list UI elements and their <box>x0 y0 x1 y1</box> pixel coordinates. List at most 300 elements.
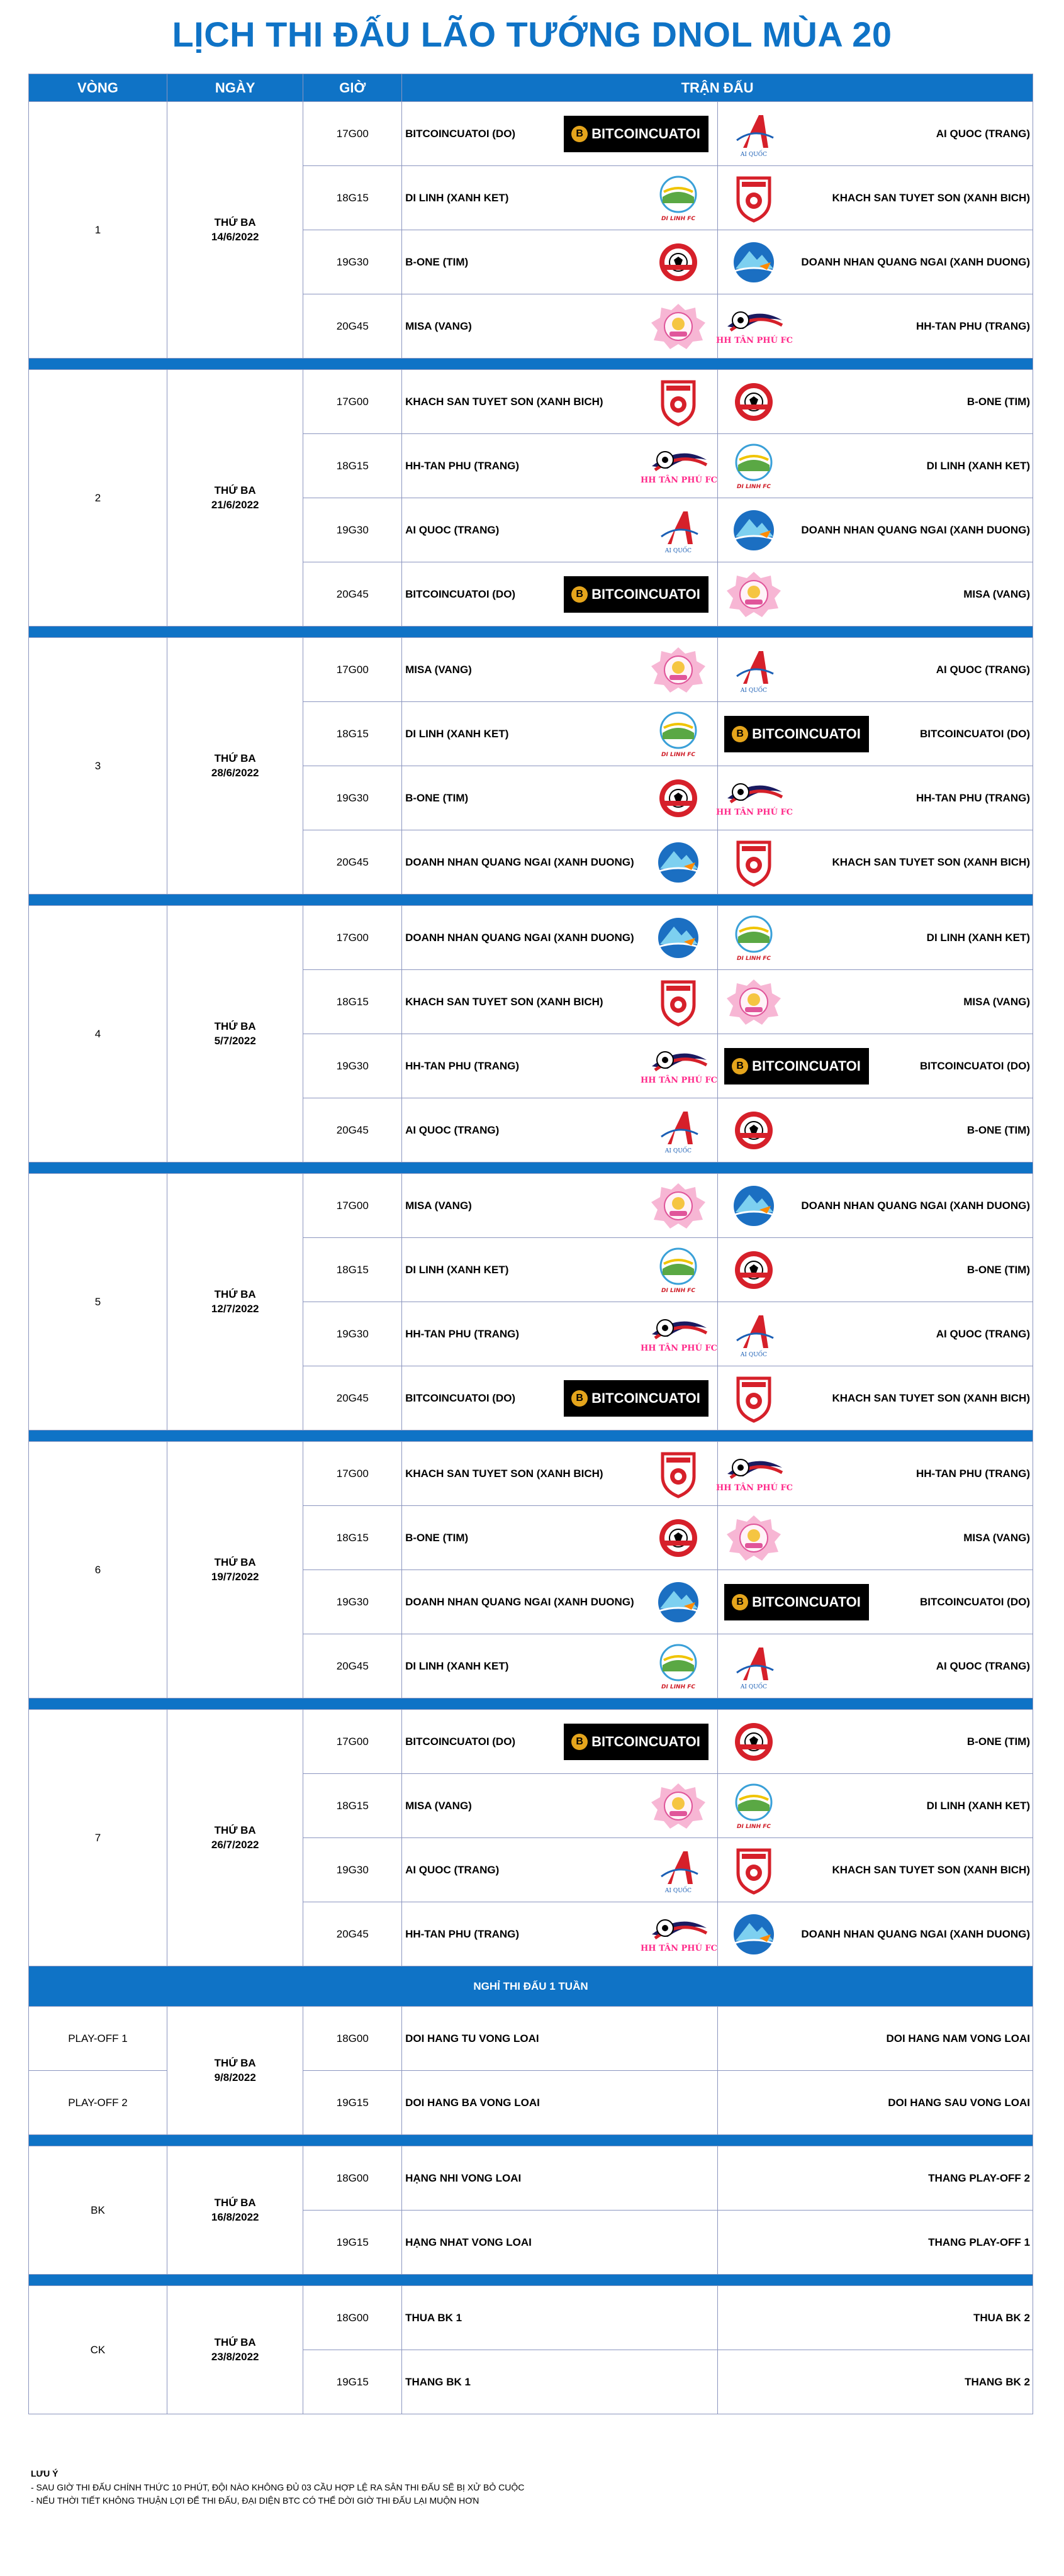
dilinh-logo <box>649 173 708 223</box>
svg-text:DI LINH FC: DI LINH FC <box>661 1287 695 1294</box>
away-team-cell <box>717 1302 1033 1366</box>
round-separator <box>29 895 1033 906</box>
tanphu-logo <box>640 1309 717 1359</box>
bitcoin-icon: B <box>732 1594 748 1610</box>
match-time: 19G30 <box>303 498 402 562</box>
round-number: 3 <box>29 638 167 895</box>
svg-text:HH TÂN PHÚ FC: HH TÂN PHÚ FC <box>640 1075 717 1085</box>
round-date-value: 14/6/2022 <box>211 230 259 243</box>
away-team-name: DOANH NHAN QUANG NGAI (XANH DUONG) <box>801 255 1030 268</box>
round-day: THỨ BA <box>214 484 256 496</box>
tanphu-logo <box>640 1909 717 1960</box>
bitcoin-icon: B <box>571 1390 588 1407</box>
away-team-cell <box>717 1098 1033 1163</box>
aiquoc-logo <box>724 1641 784 1692</box>
tuyetson-logo <box>649 377 708 427</box>
home-team-name: B-ONE (TIM) <box>405 1531 469 1544</box>
match-row <box>29 370 1033 434</box>
match-time: 19G15 <box>303 2211 402 2275</box>
away-team-name: DOANH NHAN QUANG NGAI (XANH DUONG) <box>801 523 1030 536</box>
logo-text: BITCOINCUATOI <box>752 725 861 742</box>
away-team-cell <box>717 1238 1033 1302</box>
home-team-name: B-ONE (TIM) <box>405 791 469 804</box>
away-team-cell <box>717 1902 1033 1966</box>
dilinh-logo <box>649 709 708 759</box>
bone-logo <box>649 773 708 823</box>
match-time: 17G00 <box>303 638 402 702</box>
away-team-name: BITCOINCUATOI (DO) <box>919 1595 1030 1608</box>
quangngai-logo <box>649 837 708 888</box>
away-team-name: DOANH NHAN QUANG NGAI (XANH DUONG) <box>801 1927 1030 1940</box>
home-team-cell <box>402 638 717 702</box>
svg-text:DI LINH FC: DI LINH FC <box>661 1683 695 1690</box>
away-team-name: DOI HANG NAM VONG LOAI <box>886 2032 1030 2044</box>
round-date <box>167 638 303 895</box>
round-separator <box>29 1698 1033 1710</box>
home-team-name: MISA (VANG) <box>405 1199 472 1212</box>
home-team-name: DOANH NHAN QUANG NGAI (XANH DUONG) <box>405 1595 634 1608</box>
home-team-cell <box>402 1570 717 1634</box>
separator-bar <box>29 359 1033 370</box>
home-team-cell <box>402 2007 717 2071</box>
separator-bar <box>29 1163 1033 1174</box>
svg-text:HH TÂN PHÚ FC: HH TÂN PHÚ FC <box>640 1943 717 1953</box>
round-date-value: 26/7/2022 <box>211 1838 259 1851</box>
home-team-cell <box>402 830 717 895</box>
away-team-name: THANG PLAY-OFF 2 <box>928 2172 1030 2184</box>
aiquoc-logo <box>649 1845 708 1895</box>
match-time: 18G15 <box>303 434 402 498</box>
away-team-name: B-ONE (TIM) <box>966 1735 1030 1748</box>
away-team-cell <box>717 1034 1033 1098</box>
separator-bar <box>29 2135 1033 2146</box>
away-team-name: BITCOINCUATOI (DO) <box>919 727 1030 740</box>
round-separator <box>29 359 1033 370</box>
svg-text:AI QUỐC: AI QUỐC <box>740 151 767 158</box>
away-team-name: MISA (VANG) <box>963 588 1030 600</box>
round-date <box>167 102 303 359</box>
knockout-row <box>29 2146 1033 2211</box>
away-team-cell <box>717 1570 1033 1634</box>
bitcoin-icon: B <box>571 586 588 603</box>
match-time: 20G45 <box>303 562 402 627</box>
match-time: 18G00 <box>303 2286 402 2350</box>
misa-logo <box>724 977 784 1027</box>
home-team-name: B-ONE (TIM) <box>405 255 469 268</box>
away-team-cell <box>717 2211 1033 2275</box>
tanphu-logo <box>715 301 793 352</box>
away-team-cell <box>717 830 1033 895</box>
dilinh-logo <box>724 913 784 963</box>
separator-bar <box>29 2275 1033 2286</box>
round-date-value: 23/8/2022 <box>211 2350 259 2363</box>
round-date-value: 19/7/2022 <box>211 1570 259 1583</box>
logo-text: BITCOINCUATOI <box>591 1733 700 1749</box>
round-separator <box>29 627 1033 638</box>
home-team-cell <box>402 1366 717 1430</box>
notes-title: LƯU Ý <box>31 2468 59 2478</box>
match-time: 17G00 <box>303 1174 402 1238</box>
away-team-name: AI QUOC (TRANG) <box>936 127 1030 140</box>
home-team-cell <box>402 1506 717 1570</box>
away-team-name: KHACH SAN TUYET SON (XANH BICH) <box>832 856 1030 868</box>
bone-logo <box>724 1105 784 1156</box>
away-team-name: DI LINH (XANH KET) <box>926 931 1030 944</box>
away-team-cell <box>717 1634 1033 1698</box>
tuyetson-logo <box>724 837 784 888</box>
away-team-name: DI LINH (XANH KET) <box>926 1799 1030 1812</box>
away-team-cell <box>717 434 1033 498</box>
svg-text:HH TÂN PHÚ FC: HH TÂN PHÚ FC <box>715 807 793 817</box>
match-time: 18G15 <box>303 702 402 766</box>
bone-logo <box>724 1245 784 1295</box>
knockout-row <box>29 2007 1033 2071</box>
svg-text:DI LINH FC: DI LINH FC <box>736 483 771 490</box>
svg-text:AI QUỐC: AI QUỐC <box>664 1887 692 1894</box>
logo-text: BITCOINCUATOI <box>752 1057 861 1074</box>
dilinh-logo <box>649 1245 708 1295</box>
logo-text: BITCOINCUATOI <box>591 1390 700 1406</box>
col-header-gio: GIỜ <box>303 74 402 102</box>
away-team-cell <box>717 970 1033 1034</box>
home-team-name: HH-TAN PHU (TRANG) <box>405 459 520 472</box>
home-team-cell <box>402 1302 717 1366</box>
separator-bar <box>29 1430 1033 1442</box>
bitcoincuatoi-logo <box>724 1048 869 1084</box>
away-team-cell <box>717 906 1033 970</box>
round-separator <box>29 2275 1033 2286</box>
match-row <box>29 906 1033 970</box>
home-team-cell <box>402 766 717 830</box>
svg-text:HH TÂN PHÚ FC: HH TÂN PHÚ FC <box>640 475 717 485</box>
tanphu-logo <box>715 1449 793 1499</box>
round-date <box>167 370 303 627</box>
match-time: 20G45 <box>303 1902 402 1966</box>
round-number: 4 <box>29 906 167 1163</box>
away-team-name: AI QUOC (TRANG) <box>936 663 1030 676</box>
bone-logo <box>724 377 784 427</box>
away-team-cell <box>717 1442 1033 1506</box>
bitcoin-icon: B <box>732 726 748 742</box>
aiquoc-logo <box>724 645 784 695</box>
bitcoincuatoi-logo <box>564 1380 708 1417</box>
match-row <box>29 1710 1033 1774</box>
tanphu-logo <box>640 441 717 491</box>
away-team-cell <box>717 2286 1033 2350</box>
away-team-cell <box>717 1506 1033 1570</box>
away-team-cell <box>717 2007 1033 2071</box>
home-team-name: HH-TAN PHU (TRANG) <box>405 1327 520 1340</box>
match-time: 17G00 <box>303 102 402 166</box>
separator-bar <box>29 895 1033 906</box>
round-number: 5 <box>29 1174 167 1430</box>
home-team-cell <box>402 166 717 230</box>
home-team-cell <box>402 1774 717 1838</box>
home-team-name: MISA (VANG) <box>405 663 472 676</box>
home-team-name: DOANH NHAN QUANG NGAI (XANH DUONG) <box>405 856 634 868</box>
round-day: THỨ BA <box>214 2056 256 2069</box>
home-team-cell <box>402 370 717 434</box>
away-team-cell <box>717 1366 1033 1430</box>
home-team-name: AI QUOC (TRANG) <box>405 1863 500 1876</box>
away-team-name: B-ONE (TIM) <box>966 395 1030 408</box>
home-team-name: BITCOINCUATOI (DO) <box>405 588 516 600</box>
tuyetson-logo <box>724 173 784 223</box>
home-team-cell <box>402 2286 717 2350</box>
away-team-cell <box>717 2350 1033 2414</box>
home-team-cell <box>402 1238 717 1302</box>
match-time: 18G15 <box>303 1238 402 1302</box>
match-row <box>29 638 1033 702</box>
aiquoc-logo <box>724 109 784 159</box>
away-team-name: KHACH SAN TUYET SON (XANH BICH) <box>832 191 1030 204</box>
home-team-name: DI LINH (XANH KET) <box>405 191 509 204</box>
away-team-cell <box>717 370 1033 434</box>
logo-text: BITCOINCUATOI <box>591 586 700 602</box>
schedule-table <box>28 74 1033 2414</box>
quangngai-logo <box>724 505 784 555</box>
away-team-cell <box>717 702 1033 766</box>
match-time: 18G15 <box>303 970 402 1034</box>
round-separator <box>29 1163 1033 1174</box>
misa-logo <box>724 1513 784 1563</box>
round-date <box>167 2146 303 2275</box>
round-date <box>167 2007 303 2135</box>
round-date <box>167 2286 303 2414</box>
bitcoin-icon: B <box>732 1058 748 1074</box>
round-date <box>167 906 303 1163</box>
match-time: 18G00 <box>303 2146 402 2211</box>
round-separator <box>29 2135 1033 2146</box>
away-team-cell <box>717 498 1033 562</box>
svg-text:AI QUỐC: AI QUỐC <box>740 1351 767 1358</box>
away-team-name: BITCOINCUATOI (DO) <box>919 1059 1030 1072</box>
match-time: 20G45 <box>303 1634 402 1698</box>
bitcoincuatoi-logo <box>564 116 708 152</box>
home-team-cell <box>402 2071 717 2135</box>
home-team-cell <box>402 1174 717 1238</box>
tuyetson-logo <box>649 1449 708 1499</box>
notes-line: - SAU GIỜ THI ĐẤU CHÍNH THỨC 10 PHÚT, ĐỘI NÀO KHÔNG ĐỦ 03 CẦU HỢP LỆ RA SÂN THI ĐẤU SẼ BỊ XỬ BỎ CUỘC <box>31 2482 525 2492</box>
home-team-name: DI LINH (XANH KET) <box>405 1263 509 1276</box>
away-team-name: B-ONE (TIM) <box>966 1263 1030 1276</box>
quangngai-logo <box>649 1577 708 1627</box>
home-team-cell <box>402 702 717 766</box>
quangngai-logo <box>724 1181 784 1231</box>
round-day: THỨ BA <box>214 752 256 764</box>
home-team-cell <box>402 1838 717 1902</box>
round-date <box>167 1442 303 1698</box>
home-team-name: DI LINH (XANH KET) <box>405 1659 509 1672</box>
svg-text:AI QUỐC: AI QUỐC <box>740 687 767 694</box>
home-team-name: DI LINH (XANH KET) <box>405 727 509 740</box>
col-header-ngay: NGÀY <box>167 74 303 102</box>
match-time: 18G15 <box>303 166 402 230</box>
svg-text:AI QUỐC: AI QUỐC <box>740 1683 767 1690</box>
away-team-name: MISA (VANG) <box>963 995 1030 1008</box>
round-number: CK <box>29 2286 167 2414</box>
match-time: 20G45 <box>303 1098 402 1163</box>
misa-logo <box>724 569 784 620</box>
away-team-name: HH-TAN PHU (TRANG) <box>916 320 1030 332</box>
svg-text:HH TÂN PHÚ FC: HH TÂN PHÚ FC <box>640 1343 717 1353</box>
away-team-name: DOANH NHAN QUANG NGAI (XANH DUONG) <box>801 1199 1030 1212</box>
bitcoincuatoi-logo <box>564 576 708 613</box>
away-team-cell <box>717 638 1033 702</box>
away-team-name: B-ONE (TIM) <box>966 1124 1030 1136</box>
away-team-name: DOI HANG SAU VONG LOAI <box>888 2096 1030 2109</box>
round-date-value: 9/8/2022 <box>214 2071 256 2083</box>
away-team-name: HH-TAN PHU (TRANG) <box>916 1467 1030 1480</box>
home-team-cell <box>402 2350 717 2414</box>
match-time: 19G30 <box>303 1034 402 1098</box>
away-team-cell <box>717 230 1033 294</box>
match-time: 19G30 <box>303 766 402 830</box>
tuyetson-logo <box>724 1845 784 1895</box>
match-time: 20G45 <box>303 1366 402 1430</box>
round-date-value: 16/8/2022 <box>211 2211 259 2223</box>
home-team-cell <box>402 230 717 294</box>
away-team-name: THUA BK 2 <box>973 2311 1030 2324</box>
quangngai-logo <box>649 913 708 963</box>
svg-text:DI LINH FC: DI LINH FC <box>736 955 771 962</box>
home-team-cell <box>402 906 717 970</box>
home-team-cell <box>402 1034 717 1098</box>
dilinh-logo <box>724 1781 784 1831</box>
away-team-name: THANG PLAY-OFF 1 <box>928 2236 1030 2248</box>
tuyetson-logo <box>649 977 708 1027</box>
home-team-cell <box>402 1442 717 1506</box>
away-team-cell <box>717 1774 1033 1838</box>
tanphu-logo <box>640 1041 717 1091</box>
dilinh-logo <box>649 1641 708 1692</box>
col-header-vong: VÒNG <box>29 74 167 102</box>
home-team-cell <box>402 294 717 359</box>
round-day: THỨ BA <box>214 1020 256 1032</box>
away-team-cell <box>717 766 1033 830</box>
away-team-cell <box>717 1174 1033 1238</box>
away-team-cell <box>717 1710 1033 1774</box>
match-time: 20G45 <box>303 830 402 895</box>
tanphu-logo <box>715 773 793 823</box>
misa-logo <box>649 645 708 695</box>
home-team-name: AI QUOC (TRANG) <box>405 523 500 536</box>
bitcoincuatoi-logo <box>724 716 869 752</box>
page-title: LỊCH THI ĐẤU LÃO TƯỚNG DNOL MÙA 20 <box>172 14 892 54</box>
home-team-cell <box>402 1902 717 1966</box>
home-team-name: BITCOINCUATOI (DO) <box>405 1735 516 1748</box>
aiquoc-logo <box>649 1105 708 1156</box>
svg-text:DI LINH FC: DI LINH FC <box>661 215 695 222</box>
svg-text:HH TÂN PHÚ FC: HH TÂN PHÚ FC <box>715 335 793 345</box>
home-team-cell <box>402 562 717 627</box>
home-team-cell <box>402 1098 717 1163</box>
aiquoc-logo <box>724 1309 784 1359</box>
away-team-cell <box>717 2071 1033 2135</box>
away-team-cell <box>717 562 1033 627</box>
break-text: NGHỈ THI ĐẤU 1 TUẦN <box>29 1966 1033 2007</box>
tuyetson-logo <box>724 1373 784 1424</box>
home-team-name: THANG BK 1 <box>405 2375 471 2388</box>
away-team-name: AI QUOC (TRANG) <box>936 1659 1030 1672</box>
match-row <box>29 1442 1033 1506</box>
match-time: 17G00 <box>303 906 402 970</box>
home-team-name: HẠNG NHAT VONG LOAI <box>405 2236 532 2248</box>
home-team-name: KHACH SAN TUYET SON (XANH BICH) <box>405 1467 603 1480</box>
home-team-cell <box>402 434 717 498</box>
match-time: 19G30 <box>303 1302 402 1366</box>
svg-text:DI LINH FC: DI LINH FC <box>736 1823 771 1830</box>
round-number: 2 <box>29 370 167 627</box>
home-team-name: DOI HANG TU VONG LOAI <box>405 2032 539 2044</box>
home-team-name: MISA (VANG) <box>405 1799 472 1812</box>
misa-logo <box>649 1781 708 1831</box>
round-day: THỨ BA <box>214 2336 256 2348</box>
home-team-name: DOANH NHAN QUANG NGAI (XANH DUONG) <box>405 931 634 944</box>
misa-logo <box>649 1181 708 1231</box>
round-date-value: 21/6/2022 <box>211 498 259 511</box>
round-day: THỨ BA <box>214 1556 256 1568</box>
separator-bar <box>29 627 1033 638</box>
logo-text: BITCOINCUATOI <box>752 1593 861 1610</box>
dilinh-logo <box>724 441 784 491</box>
match-time: 20G45 <box>303 294 402 359</box>
round-date-value: 5/7/2022 <box>214 1034 256 1047</box>
match-time: 18G15 <box>303 1506 402 1570</box>
knockout-row <box>29 2286 1033 2350</box>
home-team-cell <box>402 970 717 1034</box>
separator-bar <box>29 1698 1033 1710</box>
bone-logo <box>724 1717 784 1767</box>
match-time: 19G30 <box>303 1838 402 1902</box>
svg-text:DI LINH FC: DI LINH FC <box>661 751 695 758</box>
round-day: THỨ BA <box>214 1824 256 1836</box>
away-team-name: KHACH SAN TUYET SON (XANH BICH) <box>832 1391 1030 1404</box>
round-day: THỨ BA <box>214 216 256 228</box>
aiquoc-logo <box>649 505 708 555</box>
away-team-name: MISA (VANG) <box>963 1531 1030 1544</box>
match-time: 19G15 <box>303 2350 402 2414</box>
match-time: 19G30 <box>303 1570 402 1634</box>
away-team-name: THANG BK 2 <box>965 2375 1030 2388</box>
away-team-cell <box>717 166 1033 230</box>
away-team-cell <box>717 294 1033 359</box>
home-team-name: HH-TAN PHU (TRANG) <box>405 1059 520 1072</box>
round-number: BK <box>29 2146 167 2275</box>
round-separator <box>29 1430 1033 1442</box>
away-team-name: HH-TAN PHU (TRANG) <box>916 791 1030 804</box>
bone-logo <box>649 237 708 287</box>
home-team-name: KHACH SAN TUYET SON (XANH BICH) <box>405 395 603 408</box>
home-team-cell <box>402 1634 717 1698</box>
round-date <box>167 1710 303 1966</box>
away-team-name: DI LINH (XANH KET) <box>926 459 1030 472</box>
match-time: 17G00 <box>303 1442 402 1506</box>
away-team-cell <box>717 2146 1033 2211</box>
round-number: 6 <box>29 1442 167 1698</box>
match-row <box>29 1174 1033 1238</box>
home-team-name: MISA (VANG) <box>405 320 472 332</box>
home-team-cell <box>402 2211 717 2275</box>
home-team-name: AI QUOC (TRANG) <box>405 1124 500 1136</box>
round-number: PLAY-OFF 1 <box>29 2007 167 2071</box>
away-team-cell <box>717 1838 1033 1902</box>
home-team-name: HẠNG NHI VONG LOAI <box>405 2172 522 2184</box>
misa-logo <box>649 301 708 352</box>
round-number: 7 <box>29 1710 167 1966</box>
bitcoin-icon: B <box>571 1734 588 1750</box>
match-row <box>29 102 1033 166</box>
